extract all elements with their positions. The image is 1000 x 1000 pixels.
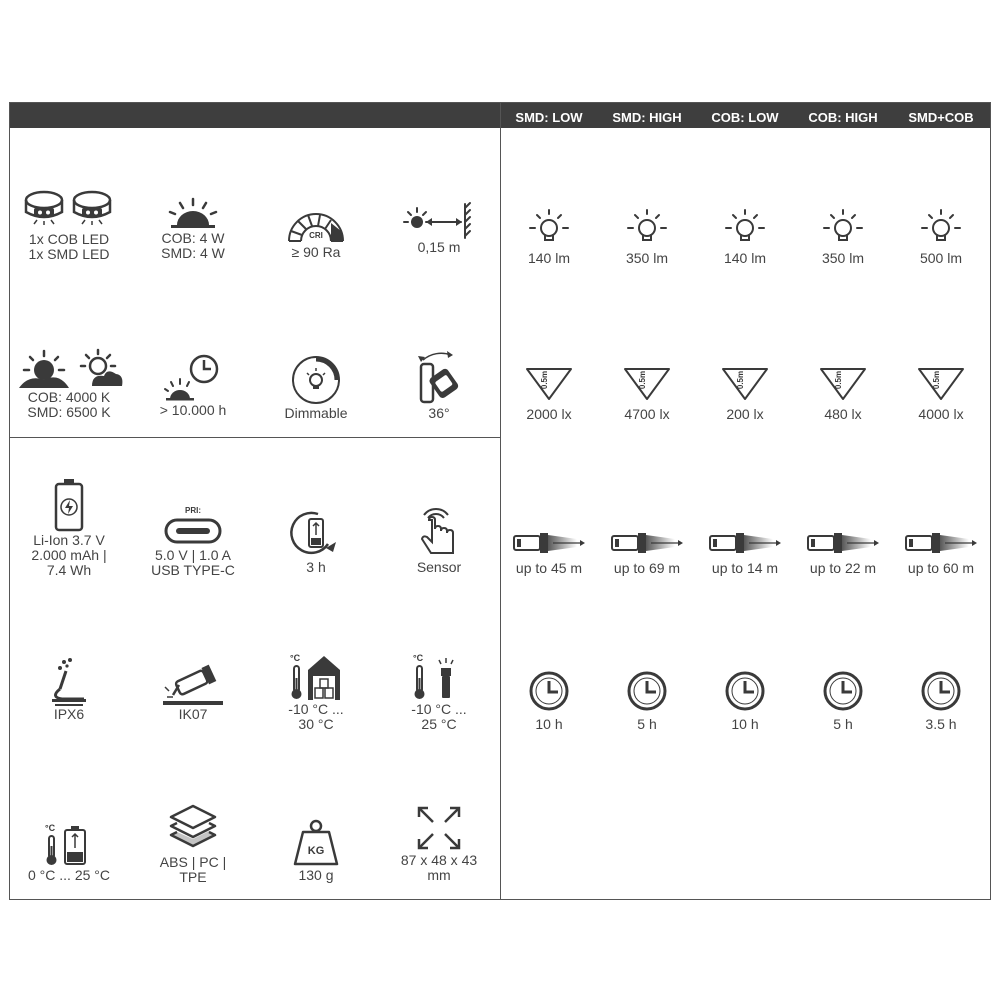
- mode-lumen-value: 350 lm: [625, 250, 669, 266]
- beam-lux-icon: [892, 366, 990, 407]
- mode-lumen-cob-high: [794, 208, 892, 266]
- lifetime-icon: [158, 353, 228, 403]
- mode-range-smd-low: [500, 530, 598, 576]
- mode-range-cob-low: [696, 530, 794, 576]
- bulb-icon: [598, 208, 696, 251]
- mode-range-value: up to 69 m: [613, 560, 681, 576]
- clock-icon: [696, 670, 794, 717]
- mode-lux-value: 2000 lx: [526, 406, 572, 422]
- mode-runtime-smd-high: [598, 670, 696, 732]
- spec-battery: [7, 477, 131, 578]
- mode-range-value: up to 14 m: [711, 560, 779, 576]
- mode-runtime-smd-cob: [892, 670, 990, 732]
- beam-lux-icon: [794, 366, 892, 407]
- spec-power-label: COB: 4 W SMD: 4 W: [161, 230, 225, 261]
- mode-lux-smd-high: [598, 366, 696, 422]
- ipx6-icon: [44, 657, 94, 707]
- mode-lux-cob-high: [794, 366, 892, 422]
- svg-text:PRI:: PRI:: [185, 506, 201, 515]
- spec-dimensions-label: 87 x 48 x 43 mm: [400, 852, 478, 883]
- svg-text:CRI: CRI: [309, 231, 323, 240]
- flashlight-range-icon: [794, 530, 892, 561]
- spec-operating-temp: [377, 652, 501, 732]
- power-icon: [163, 195, 223, 231]
- spec-led-types: [7, 188, 131, 262]
- color-temperature-icon: [14, 348, 124, 390]
- clock-icon: [794, 670, 892, 717]
- mode-runtime-value: 3.5 h: [925, 716, 957, 732]
- clock-icon: [500, 670, 598, 717]
- spec-charge-time-label: 3 h: [306, 559, 326, 575]
- spec-dimensions: [377, 803, 501, 883]
- mode-lux-value: 200 lx: [726, 406, 764, 422]
- flashlight-range-icon: [696, 530, 794, 561]
- ik07-icon: [161, 663, 225, 707]
- mode-range-cob-high: [794, 530, 892, 576]
- spec-distance-label: 0,15 m: [417, 239, 461, 255]
- spec-operating-temp-label: -10 °C ... 25 °C: [411, 701, 467, 732]
- spec-material: [131, 803, 255, 885]
- mode-lumen-cob-low: [696, 208, 794, 266]
- spec-storage-temp: [254, 652, 378, 732]
- column-header-smd-cob: SMD+COB: [908, 110, 974, 125]
- spec-weight: [254, 818, 378, 883]
- svg-text:KG: KG: [307, 845, 325, 857]
- spec-distance: [377, 200, 501, 255]
- mode-range-value: up to 45 m: [515, 560, 583, 576]
- dimmable-icon: [290, 354, 342, 406]
- mode-lumen-smd-cob: [892, 208, 990, 266]
- storage-temp-icon: [286, 652, 346, 702]
- weight-icon: [291, 818, 341, 868]
- spec-tilt-angle-label: 36°: [428, 405, 450, 421]
- dimensions-icon: [414, 803, 464, 853]
- mode-lumen-value: 350 lm: [821, 250, 865, 266]
- mode-runtime-cob-high: [794, 670, 892, 732]
- section-divider: [9, 437, 500, 438]
- svg-text:°C: °C: [45, 823, 56, 833]
- spec-usb: [131, 504, 255, 578]
- operating-temp-icon: [409, 652, 469, 702]
- mode-runtime-value: 5 h: [833, 716, 853, 732]
- mode-lux-smd-low: [500, 366, 598, 422]
- mode-lumen-smd-low: [500, 208, 598, 266]
- spec-ik07: [131, 663, 255, 722]
- bulb-icon: [500, 208, 598, 251]
- spec-lifetime-label: > 10.000 h: [159, 402, 227, 418]
- mode-range-value: up to 22 m: [809, 560, 877, 576]
- spec-color-temperature: [7, 348, 131, 420]
- svg-text:0.5m: 0.5m: [736, 370, 745, 390]
- mode-lumen-value: 140 lm: [527, 250, 571, 266]
- svg-text:0.5m: 0.5m: [638, 370, 647, 390]
- cri-gauge-icon: [281, 205, 351, 245]
- spec-ik07-label: IK07: [178, 706, 208, 722]
- mode-lux-cob-low: [696, 366, 794, 422]
- led-types-icon: [14, 188, 124, 232]
- svg-text:0.5m: 0.5m: [540, 370, 549, 390]
- mode-range-smd-high: [598, 530, 696, 576]
- column-header-cob-high: COB: HIGH: [808, 110, 878, 125]
- spec-weight-label: 130 g: [298, 867, 334, 883]
- mode-lux-value: 4700 lx: [624, 406, 670, 422]
- spec-lifetime: [131, 353, 255, 418]
- flashlight-range-icon: [892, 530, 990, 561]
- clock-icon: [598, 670, 696, 717]
- charging-temp-icon: [39, 822, 99, 868]
- spec-power: [131, 195, 255, 261]
- mode-runtime-value: 5 h: [637, 716, 657, 732]
- spec-cri-label: ≥ 90 Ra: [291, 244, 341, 260]
- spec-material-label: ABS | PC | TPE: [159, 854, 227, 885]
- tilt-angle-icon: [413, 350, 465, 406]
- battery-icon: [52, 477, 86, 533]
- beam-lux-icon: [696, 366, 794, 407]
- mode-lux-value: 4000 lx: [918, 406, 964, 422]
- svg-text:°C: °C: [413, 653, 424, 663]
- material-icon: [165, 803, 221, 855]
- svg-text:0.5m: 0.5m: [932, 370, 941, 390]
- spec-ipx6: [7, 657, 131, 722]
- svg-text:0.5m: 0.5m: [834, 370, 843, 390]
- charge-time-icon: [288, 508, 344, 560]
- distance-icon: [399, 200, 479, 240]
- mode-range-smd-cob: [892, 530, 990, 576]
- mode-runtime-value: 10 h: [731, 716, 759, 732]
- spec-dimmable: [254, 354, 378, 421]
- sensor-icon: [414, 508, 464, 560]
- spec-dimmable-label: Dimmable: [284, 405, 348, 421]
- beam-lux-icon: [598, 366, 696, 407]
- spec-charging-temp-label: 0 °C ... 25 °C: [27, 867, 110, 883]
- mode-range-value: up to 60 m: [907, 560, 975, 576]
- mode-lumen-smd-high: [598, 208, 696, 266]
- mode-lumen-value: 140 lm: [723, 250, 767, 266]
- flashlight-range-icon: [598, 530, 696, 561]
- column-header-smd-high: SMD: HIGH: [612, 110, 682, 125]
- bulb-icon: [892, 208, 990, 251]
- spec-color-temperature-label: COB: 4000 K SMD: 6500 K: [27, 389, 111, 420]
- spec-sensor-label: Sensor: [416, 559, 462, 575]
- spec-led-types-label: 1x COB LED 1x SMD LED: [28, 231, 110, 262]
- mode-runtime-cob-low: [696, 670, 794, 732]
- mode-lumen-value: 500 lm: [919, 250, 963, 266]
- column-header-smd-low: SMD: LOW: [515, 110, 583, 125]
- spec-battery-label: Li-Ion 3.7 V 2.000 mAh | 7.4 Wh: [31, 532, 107, 578]
- spec-usb-label: 5.0 V | 1.0 A USB TYPE-C: [151, 547, 235, 578]
- svg-text:°C: °C: [290, 653, 301, 663]
- usb-c-icon: [158, 504, 228, 548]
- spec-charge-time: [254, 508, 378, 575]
- mode-lux-smd-cob: [892, 366, 990, 422]
- bulb-icon: [794, 208, 892, 251]
- mode-runtime-value: 10 h: [535, 716, 563, 732]
- bulb-icon: [696, 208, 794, 251]
- mode-runtime-smd-low: [500, 670, 598, 732]
- spec-cri: [254, 205, 378, 260]
- spec-tilt-angle: [377, 350, 501, 421]
- mode-lux-value: 480 lx: [824, 406, 862, 422]
- beam-lux-icon: [500, 366, 598, 407]
- spec-sensor: [377, 508, 501, 575]
- spec-ipx6-label: IPX6: [53, 706, 85, 722]
- spec-storage-temp-label: -10 °C ... 30 °C: [288, 701, 344, 732]
- clock-icon: [892, 670, 990, 717]
- flashlight-range-icon: [500, 530, 598, 561]
- spec-charging-temp: [7, 822, 131, 883]
- column-header-cob-low: COB: LOW: [711, 110, 779, 125]
